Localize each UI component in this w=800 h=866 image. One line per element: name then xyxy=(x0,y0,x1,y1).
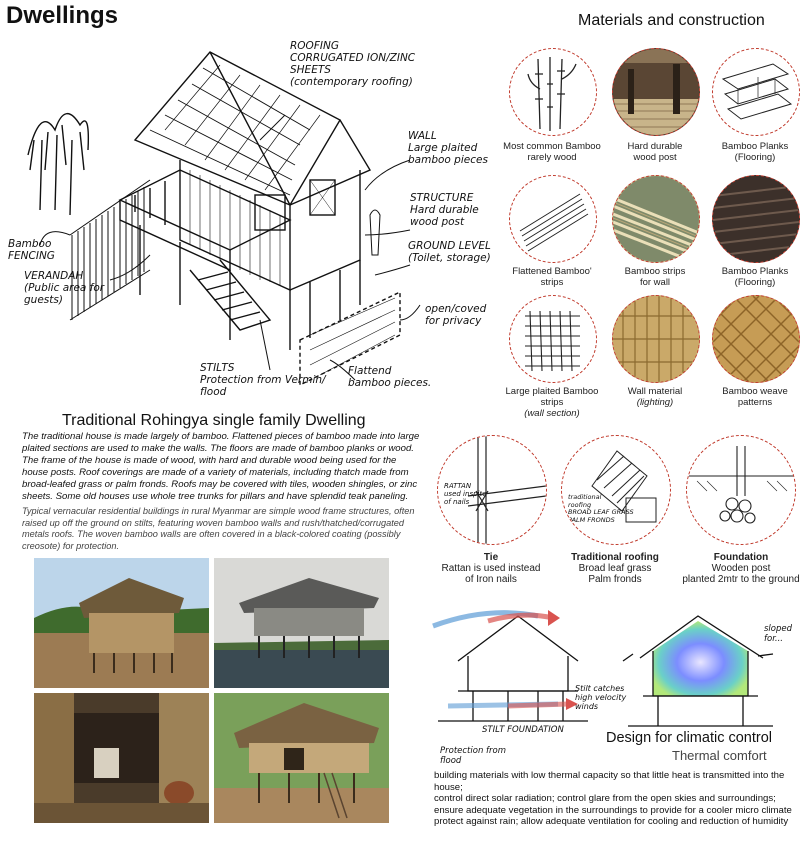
bamboo-strips-photo xyxy=(612,175,700,263)
material-caption: Bamboo Planks (Flooring) xyxy=(721,141,789,163)
climate-body xyxy=(434,770,794,828)
roofing-sketch-label: traditional roofing BROAD LEAF GRASS PALM FRONDS xyxy=(568,493,634,524)
bamboo-planks-sketch-1 xyxy=(712,48,800,136)
thermal-gradient xyxy=(653,621,748,696)
flattened-bamboo-sketch xyxy=(509,175,597,263)
climate-subheading: Thermal comfort xyxy=(672,748,767,763)
material-caption: Bamboo strips for wall xyxy=(624,266,686,288)
stilts-annotation: STILTS Protection from Vermin/ flood xyxy=(200,362,326,398)
detail-caption-roofing: Traditional roofing Broad leaf grass Palm fronds xyxy=(571,552,659,585)
wind-arrow-head xyxy=(548,610,560,626)
material-caption: Large plaited Bamboo strips (wall section) xyxy=(505,386,599,419)
flood-protection-label: Protection from flood xyxy=(440,746,507,766)
wood-post-photo xyxy=(612,48,700,136)
climate-heading: Design for climatic control xyxy=(606,730,772,746)
page-title: Dwellings xyxy=(6,2,119,29)
trees-sketch xyxy=(28,114,88,215)
vernacular-paragraph: Typical vernacular residential buildings in rural Myanmar are simple wood frame structures, often raised up off the ground on stilts, featuring woven bamboo walls and rush/thatched/corrugated metals roofs. The woven bamboo walls are often covered in a black-colored coating (possibly creosote) for protection. xyxy=(22,506,415,551)
climate-line: ensure adequate vegetation in the surroundings to provide for a cooler micro climate xyxy=(434,804,792,816)
traditional-paragraph: The traditional house is made largely of bamboo. Flattened pieces of bamboo made into large plaited sections are used to make the walls. The floors are made of bamboo planks or wood. The frame of the house is made of wood, with hard and durable wood being used for the house posts. Roof coverings are made of a variety of materials, including thatch made from broad-leafed grass or palm fronds. Roofs may be covered with tiles, wooden shingles, or zinc sheets. Some old houses use whole tree trunks for pillars and have splendid teak paneling. xyxy=(22,431,420,502)
privacy-annotation: open/coved for privacy xyxy=(425,303,487,327)
fencing-annotation: Bamboo FENCING xyxy=(8,238,55,262)
tie-detail-sketch xyxy=(437,435,547,545)
climate-line: building materials with low thermal capacity so that little heat is transmitted into the house; xyxy=(434,770,785,793)
interior-photo xyxy=(34,693,209,823)
plaited-bamboo-sketch xyxy=(509,295,597,383)
material-caption: Flattened Bamboo' strips xyxy=(512,266,592,288)
structure-annotation: STRUCTURE Hard durable wood post xyxy=(410,192,479,228)
bamboo-planks-photo xyxy=(712,175,800,263)
detail-caption-foundation: Foundation Wooden post planted 2mtr to the ground xyxy=(682,552,800,585)
roofing-annotation: ROOFING CORRUGATED ION/ZINC SHEETS (contemporary roofing) xyxy=(290,40,416,88)
verandah-annotation: VERANDAH (Public area for guests) xyxy=(24,270,105,306)
tie-sketch-label: RATTAN used inspite of nails xyxy=(444,482,487,506)
ground-wind-red xyxy=(508,704,568,706)
wall-annotation: WALL Large plaited bamboo pieces xyxy=(408,130,488,166)
climate-line: control direct solar radiation; control glare from the open skies and surroundings; xyxy=(434,793,776,804)
material-caption: Wall material (lighting) xyxy=(627,386,683,408)
wall-material-photo xyxy=(612,295,700,383)
materials-heading: Materials and construction xyxy=(578,12,765,29)
material-caption: Bamboo Planks (Flooring) xyxy=(721,266,789,288)
stilt-foundation-label: STILT FOUNDATION xyxy=(482,725,564,735)
house-photo-2 xyxy=(214,558,389,688)
flattened-annotation: Flattend bamboo pieces. xyxy=(348,365,432,389)
house-photo-1 xyxy=(34,558,209,688)
ground-level-annotation: GROUND LEVEL (Toilet, storage) xyxy=(408,240,491,264)
roofing-detail-sketch xyxy=(561,435,671,545)
material-caption: Hard durable wood post xyxy=(627,141,683,163)
sloped-roof-label: sloped for... xyxy=(764,624,793,644)
bamboo-weave-photo xyxy=(712,295,800,383)
foundation-detail-sketch xyxy=(686,435,796,545)
bamboo-sketch-image xyxy=(509,48,597,136)
material-caption: Most common Bamboo rarely wood xyxy=(503,141,601,163)
detail-caption-tie: Tie Rattan is used instead of Iron nails xyxy=(441,552,541,585)
material-caption: Bamboo weave patterns xyxy=(722,386,788,408)
wall-sketch xyxy=(180,160,360,290)
house-photo-3 xyxy=(214,693,389,823)
climate-line: protect against rain; allow adequate ventilation for cooling and reduction of humidity xyxy=(434,816,789,827)
traditional-heading: Traditional Rohingya single family Dwelling xyxy=(62,412,366,429)
verandah-sketch xyxy=(120,170,290,270)
stilt-wind-label: Stilt catches high velocity winds xyxy=(575,684,627,711)
